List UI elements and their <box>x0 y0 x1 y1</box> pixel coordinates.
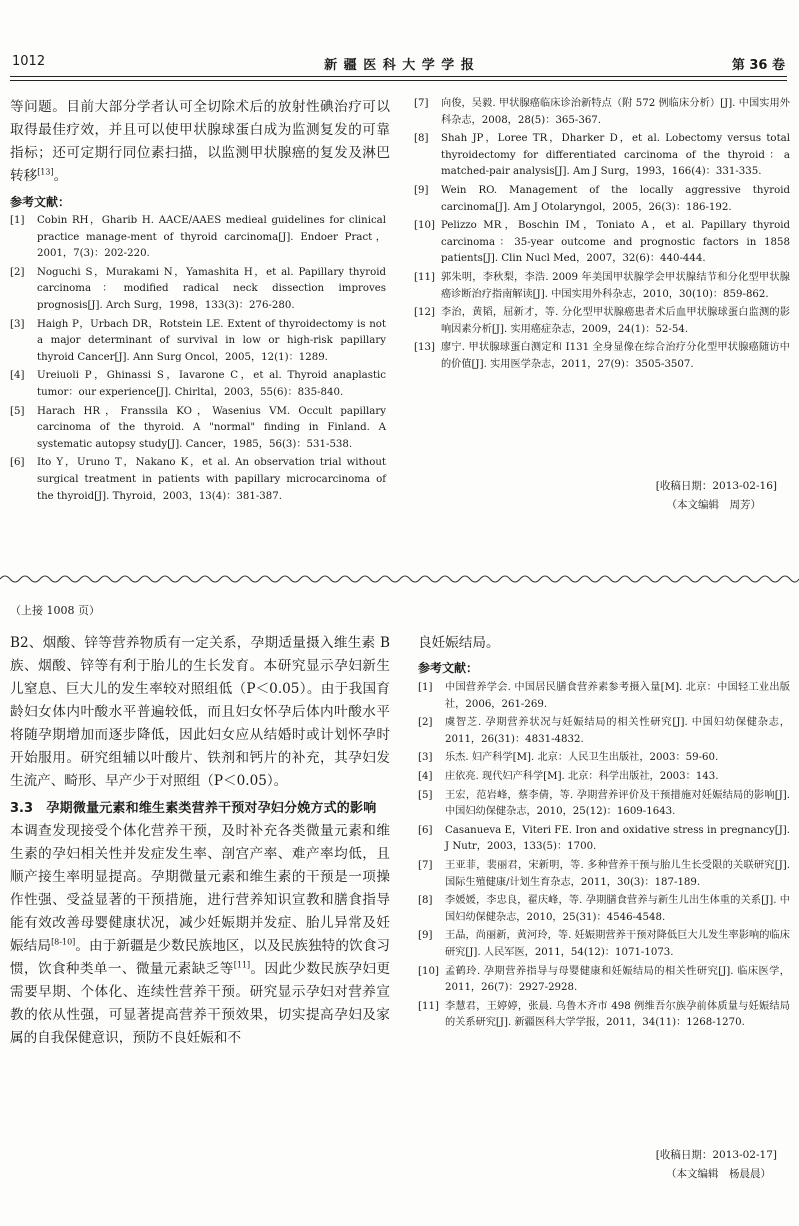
header-rule-thick <box>10 76 787 77</box>
continued-note: （上接 1008 页） <box>10 604 100 617</box>
bottom-right-paragraph: 良妊娠结局。 <box>418 635 500 651</box>
reference-number: [4] <box>418 770 433 782</box>
reference-item <box>418 964 790 997</box>
header-rule-thin <box>10 80 787 81</box>
reference-number: [8] <box>414 133 429 145</box>
reference-text: 孟鹤玲. 孕期营养指导与母婴健康和妊娠结局的相关性研究[J]. 临床医学，2011，26(7)：2927-2928. <box>445 965 790 994</box>
reference-item <box>418 893 790 926</box>
reference-item <box>10 404 386 454</box>
reference-text: 郭朱明，李秋梨，李浩. 2009 年美国甲状腺学会甲状腺结节和分化型甲状腺癌诊断治疗指南解读[J]. 中国实用外科杂志，2010，30(10)：859-862. <box>441 271 790 300</box>
reference-number: [10] <box>418 965 439 977</box>
reference-item <box>10 265 386 315</box>
reference-text: Ito Y，Uruno T，Nakano K，et al. An observation trial without surgical treatment in patients with papillary microcarcinoma of the thyroid[J]. Thyroid，2003，13(4)：381-387. <box>37 457 386 502</box>
top-refs-title: 参考文献： <box>10 195 71 209</box>
editor-bottom: （本文编辑 杨晨晨） <box>666 1168 771 1180</box>
editor-top: （本文编辑 周芳） <box>666 499 761 511</box>
reference-text: 乐杰. 妇产科学[M]. 北京：人民卫生出版社，2003：59-60. <box>445 752 719 764</box>
reference-number: [2] <box>10 266 25 278</box>
reference-item <box>10 368 386 401</box>
reference-number: [5] <box>10 405 25 417</box>
reference-number: [1] <box>418 682 433 693</box>
reference-text: 廖宁. 甲状腺球蛋白测定和 I131 全身显像在综合治疗分化型甲状腺癌随访中的价值[J]. 实用医学杂志，2011，27(9)：3505-3507. <box>441 342 790 370</box>
reference-text: Haigh P，Urbach DR，Rotstein LE. Extent of thyroidectomy is not a major determinant of survival in low or high-risk papillary thyroid Cancer[J]. Ann Surg Oncol，2005，12(1)：1289. <box>37 318 386 363</box>
reference-number: [1] <box>10 215 25 226</box>
reference-text: 李慧君，王婷婷，张晨. 乌鲁木齐市 498 例维吾尔族孕前体质量与妊娠结局的关系研究[J]. 新疆医科大学学报，2011，34(11)：1268-1270. <box>445 1000 790 1029</box>
reference-item <box>418 928 790 961</box>
reference-text: 王晶，尚丽新，黄河玲，等. 妊娠期营养干预对降低巨大儿发生率影响的临床研究[J]. 人民军医，2011，54(12)：1071-1073. <box>445 930 790 958</box>
reference-number: [4] <box>10 370 25 382</box>
reference-number: [6] <box>10 457 25 469</box>
reference-item <box>10 317 386 367</box>
reference-text: 虞智芝. 孕期营养状况与妊娠结局的相关性研究[J]. 中国妇幼保健杂志，2011，26(31)：4831-4832. <box>445 717 790 745</box>
article-separator <box>0 572 799 586</box>
reference-text: 王宏，范岩峰，蔡李倩，等. 孕期营养评价及干预措施对妊娠结局的影响[J]. 中国妇幼保健杂志，2010，25(12)：1609-1643. <box>445 789 790 818</box>
reference-item <box>414 131 790 181</box>
reference-number: [5] <box>418 789 433 801</box>
reference-text: Pelizzo MR，Boschin IM，Toniato A，et al. Papillary thyroid carcinoma：35-year outcome and prognostic factors in 1858 patients[J]. Clin Nucl Med，2007，32(6)：440-444. <box>441 220 790 265</box>
reference-item <box>414 183 790 216</box>
reference-item <box>418 680 790 713</box>
reference-number: [13] <box>414 342 435 354</box>
reference-text: 中国营养学会. 中国居民膳食营养素参考摄入量[M]. 北京：中国轻工业出版社，2006，261-269. <box>445 682 790 710</box>
reference-item <box>418 769 790 786</box>
reference-item <box>414 270 790 303</box>
reference-number: [8] <box>418 895 433 907</box>
reference-number: [6] <box>418 824 433 836</box>
reference-text: Harach HR，Franssila KO，Wasenius VM. Occult papillary carcinoma of the thyroid. A "normal" finding in Finland. A systematic autopsy study[J]. Cancer，1985，56(3)：531-538. <box>37 405 386 450</box>
top-refs-right <box>414 96 790 374</box>
page-number: 1012 <box>12 54 46 69</box>
reference-text: 王亚菲，裴丽君，宋新明，等. 多种营养干预与胎儿生长受限的关联研究[J]. 国际生殖健康/计划生育杂志，2011，30(3)：187-189. <box>445 859 790 888</box>
reference-number: [3] <box>418 752 433 764</box>
bottom-refs <box>418 680 790 1032</box>
journal-title: 新 疆 医 科 大 学 学 报 <box>324 58 475 73</box>
top-left-paragraph: 等问题。目前大部分学者认可全切除术后的放射性碘治疗可以取得最佳疗效，并且可以使甲状腺球蛋白成为监测复发的可靠指标；还可定期行同位素扫描，以监测甲状腺癌的复发及淋巴转移[13]。 <box>10 99 390 184</box>
bottom-para-1: B2、烟酸、锌等营养物质有一定关系，孕期适量摄入维生素 B 族、烟酸、锌等有利于胎儿的生长发育。本研究显示孕妇新生儿窒息、巨大儿的发生率较对照组低（P＜0.05）。由于我国育龄妇女体内叶酸水平普遍较低，而且妇女怀孕后体内叶酸水平将随孕期增加而逐步降低，因此妇女应从结婚时或计划怀孕时开始服用。研究组辅以叶酸片、铁剂和钙片的补充，其孕妇发生流产、畸形、早产少于对照组（P＜0.05）。 <box>10 635 390 789</box>
reference-number: [11] <box>418 1000 439 1012</box>
reference-text: Casanueva E，Viteri FE. Iron and oxidative stress in pregnancy[J]. J Nutr，2003，133(5)：1700. <box>445 824 790 853</box>
reference-text: 李媛媛，李忠良，翟庆峰，等. 孕期膳食营养与新生儿出生体重的关系[J]. 中国妇幼保健杂志，2010，25(31)：4546-4548. <box>445 895 790 923</box>
reference-text: 李治，黄韬，屈新才，等. 分化型甲状腺癌患者术后血甲状腺球蛋白监测的影响因素分析[J]. 实用癌症杂志，2009，24(1)：52-54. <box>441 307 790 335</box>
reference-item <box>414 96 790 129</box>
reference-item <box>418 788 790 821</box>
top-refs-left <box>10 213 386 505</box>
reference-number: [9] <box>414 184 429 196</box>
reference-number: [10] <box>414 220 435 232</box>
reference-item <box>414 340 790 373</box>
reference-text: Ureiuoli P，Ghinassi S，Iavarone C，et al. Thyroid anaplastic tumor：our experience[J]. Chirltal，2003，55(6)：835-840. <box>37 370 386 398</box>
reference-text: Wein RO. Management of the locally aggressive thyroid carcinoma[J]. Am J Otolaryngol，2005，26(3)：186-192. <box>441 184 790 213</box>
bottom-refs-title: 参考文献： <box>418 661 479 675</box>
reference-text: Noguchi S，Murakami N，Yamashita H，et al. Papillary thyroid carcinoma：modified radical neck dissection improves prognosis[J]. Arch Surg，1998，133(3)：276-280. <box>37 266 386 311</box>
reference-item <box>418 715 790 748</box>
reference-item <box>418 858 790 891</box>
reference-item <box>414 305 790 338</box>
bottom-para-2: 3.3 孕期微量元素和维生素类营养干预对孕妇分娩方式的影响 本调查发现接受个体化营养干预，及时补充各类微量元素和维生素的孕妇相关性并发症发生率、剖宫产率、难产率均低，且顺产接生率明显提高。孕期微量元素和维生素的干预是一项操作性强、受益显著的干预措施，进行营养知识宣教和膳食指导能有效改善母婴健康状况，减少妊娠期并发症、胎儿异常及妊娠结局[8-10]。由于新疆是少数民族地区，以及民族独特的饮食习惯，饮食种类单一、微量元素缺乏等[11]。因此少数民族孕妇更需要早期、个体化、连续性营养干预。研究显示孕妇对营养宣教的依从性强，可显著提高营养干预效果，切实提高孕妇及家属的自我保健意识，预防不良妊娠和不 <box>10 800 391 1046</box>
received-date-bottom: [收稿日期：2013-02-17] <box>655 1149 777 1161</box>
reference-number: [11] <box>414 271 435 283</box>
reference-number: [12] <box>414 307 435 319</box>
volume-label: 第 36 卷 <box>731 58 785 73</box>
reference-number: [3] <box>10 318 25 330</box>
reference-text: 庄依亮. 现代妇产科学[M]. 北京：科学出版社，2003：143. <box>445 770 719 782</box>
reference-text: 向俊，吴毅. 甲状腺癌临床诊治新特点（附 572 例临床分析）[J]. 中国实用外科杂志，2008，28(5)：365-367. <box>441 98 790 126</box>
reference-number: [9] <box>418 930 433 942</box>
received-date-top: [收稿日期：2013-02-16] <box>655 480 777 492</box>
reference-number: [7] <box>418 859 433 871</box>
reference-item <box>10 455 386 505</box>
reference-item <box>418 750 790 767</box>
reference-number: [2] <box>418 717 433 729</box>
reference-item <box>418 823 790 856</box>
reference-number: [7] <box>414 98 429 109</box>
reference-item <box>418 999 790 1032</box>
reference-item <box>414 218 790 268</box>
reference-item <box>10 213 386 263</box>
bottom-left-text <box>10 632 390 1050</box>
section-heading-3-3: 3.3 孕期微量元素和维生素类营养干预对孕妇分娩方式的影响 <box>10 801 377 816</box>
reference-text: Shah JP，Loree TR，Dharker D，et al. Lobectomy versus total thyroidectomy for differentiated carcinoma of the thyroid：a matched-pair analysis[J]. Am J Surg，1993，166(4)：331-335. <box>441 133 790 178</box>
reference-text: Cobin RH，Gharib H. AACE/AAES medieal guidelines for clinical practice manage-ment of thyroid carcinoma[J]. Endoer Pract，2001，7(3)：202-220. <box>37 215 386 260</box>
